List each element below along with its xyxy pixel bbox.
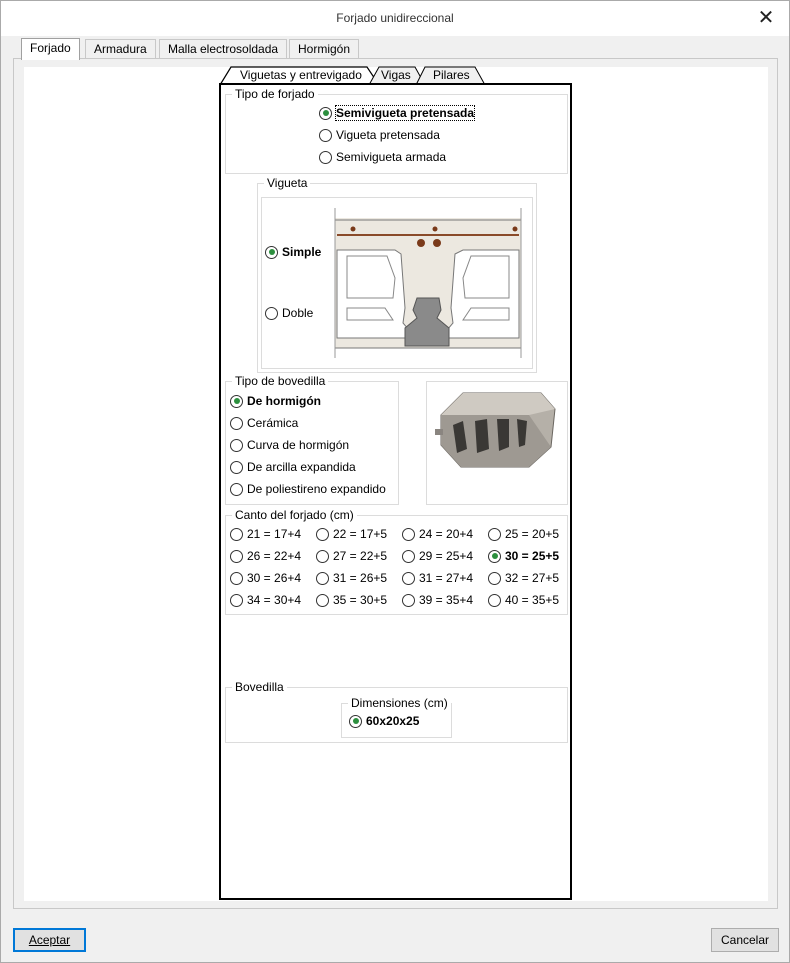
title-bar bbox=[1, 1, 789, 36]
subtab-vigas[interactable]: Vigas bbox=[381, 68, 411, 82]
radio-canto-2[interactable]: 24 = 20+4 bbox=[402, 527, 473, 541]
subtab-pilares[interactable]: Pilares bbox=[433, 68, 470, 82]
radio-de-poliestireno-expandido[interactable]: De poliestireno expandido bbox=[230, 482, 386, 496]
radio-de-hormigon[interactable]: De hormigón bbox=[230, 394, 321, 408]
tab-hormigon[interactable]: Hormigón bbox=[289, 39, 359, 59]
group-title: Vigueta bbox=[264, 176, 310, 190]
bovedilla-block-image bbox=[433, 387, 563, 499]
accept-button[interactable]: Aceptar bbox=[13, 928, 86, 952]
radio-60x20x25[interactable]: 60x20x25 bbox=[349, 714, 419, 728]
radio-canto-15[interactable]: 40 = 35+5 bbox=[488, 593, 559, 607]
group-title: Tipo de forjado bbox=[232, 87, 318, 101]
tab-armadura[interactable]: Armadura bbox=[85, 39, 156, 59]
group-title: Bovedilla bbox=[232, 680, 287, 694]
group-title: Canto del forjado (cm) bbox=[232, 508, 357, 522]
tab-malla-electrosoldada[interactable]: Malla electrosoldada bbox=[159, 39, 287, 59]
close-icon[interactable]: ✕ bbox=[757, 7, 775, 29]
radio-curva-de-hormigon[interactable]: Curva de hormigón bbox=[230, 438, 349, 452]
radio-vigueta-pretensada[interactable]: Vigueta pretensada bbox=[319, 128, 440, 142]
radio-semivigueta-pretensada[interactable]: Semivigueta pretensada bbox=[319, 106, 474, 120]
window-title: Forjado unidireccional bbox=[336, 11, 454, 25]
radio-canto-4[interactable]: 26 = 22+4 bbox=[230, 549, 301, 563]
radio-canto-7[interactable]: 30 = 25+5 bbox=[488, 549, 559, 563]
radio-canto-0[interactable]: 21 = 17+4 bbox=[230, 527, 301, 541]
cancel-button[interactable]: Cancelar bbox=[711, 928, 779, 952]
radio-semivigueta-armada[interactable]: Semivigueta armada bbox=[319, 150, 446, 164]
radio-doble[interactable]: Doble bbox=[265, 306, 313, 320]
radio-canto-11[interactable]: 32 = 27+5 bbox=[488, 571, 559, 585]
radio-canto-12[interactable]: 34 = 30+4 bbox=[230, 593, 301, 607]
radio-canto-9[interactable]: 31 = 26+5 bbox=[316, 571, 387, 585]
vigueta-section-image bbox=[325, 198, 532, 368]
radio-ceramica[interactable]: Cerámica bbox=[230, 416, 298, 430]
radio-canto-8[interactable]: 30 = 26+4 bbox=[230, 571, 301, 585]
radio-canto-6[interactable]: 29 = 25+4 bbox=[402, 549, 473, 563]
radio-canto-10[interactable]: 31 = 27+4 bbox=[402, 571, 473, 585]
group-title: Dimensiones (cm) bbox=[348, 696, 451, 710]
radio-canto-1[interactable]: 22 = 17+5 bbox=[316, 527, 387, 541]
radio-canto-3[interactable]: 25 = 20+5 bbox=[488, 527, 559, 541]
radio-simple[interactable]: Simple bbox=[265, 245, 321, 259]
radio-canto-13[interactable]: 35 = 30+5 bbox=[316, 593, 387, 607]
radio-de-arcilla-expandida[interactable]: De arcilla expandida bbox=[230, 460, 356, 474]
subtab-viguetas[interactable]: Viguetas y entrevigado bbox=[240, 68, 362, 82]
tab-forjado[interactable]: Forjado bbox=[21, 38, 80, 60]
radio-canto-5[interactable]: 27 = 22+5 bbox=[316, 549, 387, 563]
radio-canto-14[interactable]: 39 = 35+4 bbox=[402, 593, 473, 607]
group-title: Tipo de bovedilla bbox=[232, 374, 328, 388]
